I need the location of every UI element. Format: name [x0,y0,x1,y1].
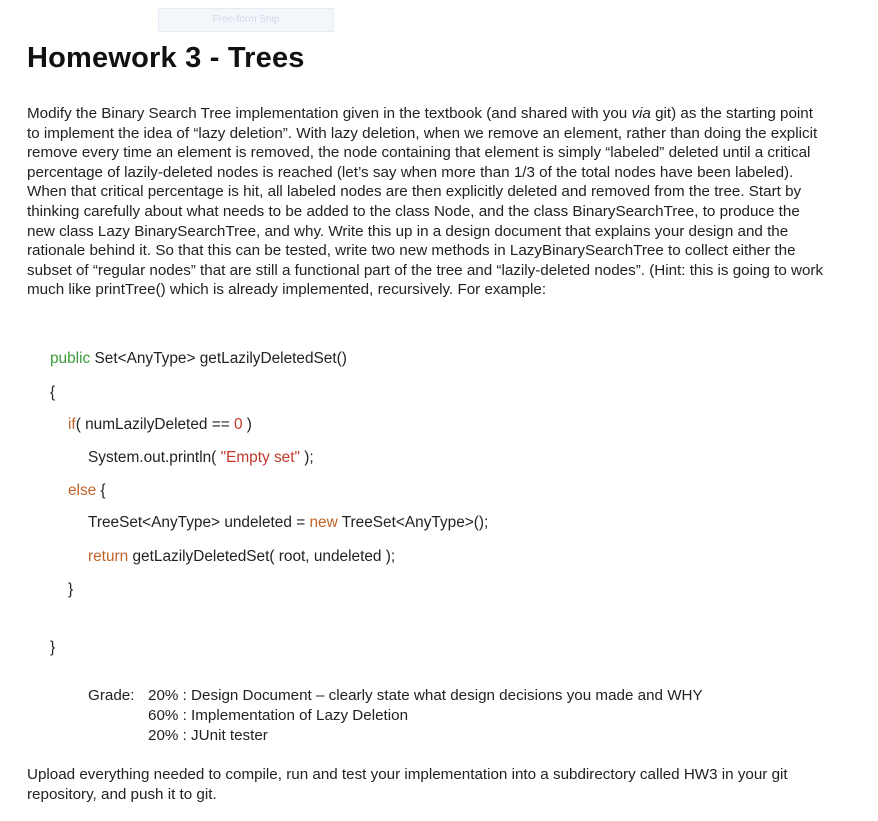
code-line-else [68,482,106,500]
code-if-condition: ( numLazilyDeleted == [75,416,234,433]
code-line-open-brace: { [50,384,56,401]
free-form-snip-label: Free-form Snip [158,8,334,32]
code-line-close-brace: } [50,639,56,656]
code-line-method-signature [50,350,347,368]
code-keyword-new: new [309,514,338,531]
upload-instructions: Upload everything needed to compile, run and test your implementation into a subdirectory called HW3 in your git repository, and push it to git. [27,766,788,803]
code-line-if [68,416,252,434]
code-keyword-return: return [88,548,129,565]
code-keyword-else: else [68,482,97,499]
code-keyword-if: if [68,416,76,433]
grade-label: Grade: [88,687,135,704]
code-treeset-decl: TreeSet<AnyType> undeleted = [88,514,310,531]
code-string-empty-set: "Empty set" [220,449,300,466]
intro-text-via: via [631,105,651,122]
code-return-call: getLazilyDeletedSet( root, undeleted ); [128,548,396,565]
code-line-else-close: } [68,581,74,598]
code-method-signature: Set<AnyType> getLazilyDeletedSet() [90,350,347,367]
code-keyword-public: public [50,350,91,367]
code-line-return [88,548,395,566]
code-line-println [88,449,314,467]
code-else-brace: { [96,482,106,499]
grade-rows [148,686,703,746]
code-treeset-ctor: TreeSet<AnyType>(); [337,514,489,531]
page-title: Homework 3 - Trees [27,42,305,74]
code-if-close: ) [242,416,252,433]
code-number-zero: 0 [233,416,243,433]
grade-row-implementation: 60% : Implementation of Lazy Deletion [148,707,409,724]
code-println-end: ); [299,449,314,466]
intro-paragraph [27,104,827,300]
intro-text-part1: Modify the Binary Search Tree implementation given in the textbook (and shared with you [27,105,632,122]
grade-row-design: 20% : Design Document – clearly state what design decisions you made and WHY [148,687,703,704]
code-line-treeset [88,514,488,532]
code-println-call: System.out.println( [88,449,221,466]
intro-text-part2: git) as the starting point to implement the idea of “lazy deletion”. With lazy deletion, when we remove an element, rather than doing the explicit remove every time an element is removed, the node containing that element is simply “labeled” deleted until a critical percentage of lazily-deleted nodes is reached (let’s say when more than 1/3 of the total nodes have been labeled). When that critical percentage is hit, all labeled nodes are then explicitly deleted and removed from the tree. Start by thinking carefully about what needs to be added to the class Node, and the class BinarySearchTree, to produce the new class Lazy BinarySearchTree, and why. Write this up in a design document that explains your design and the rationale behind it. So that this can be tested, write two new methods in LazyBinarySearchTree to collect either the subset of “regular nodes” that are still a functional part of the tree and “lazily-deleted nodes”. (Hint: this is going to work much like printTree() which is already implemented, recursively. For example: [27,105,824,299]
grade-row-junit: 20% : JUnit tester [148,727,268,744]
